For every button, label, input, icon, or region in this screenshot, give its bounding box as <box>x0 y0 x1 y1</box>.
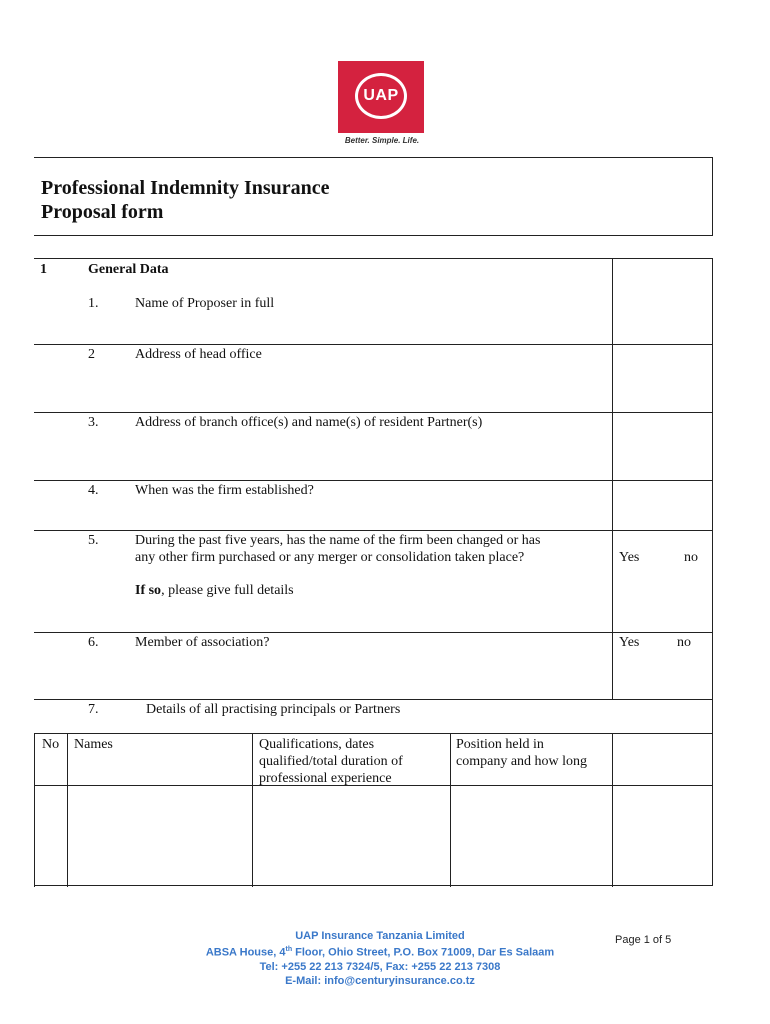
footer-contact <box>170 929 590 988</box>
partners-col-divider <box>252 733 253 887</box>
partners-col-divider <box>612 733 613 887</box>
partners-col-divider <box>34 733 35 887</box>
col-header-position-2: company and how long <box>456 754 588 769</box>
item-question: Address of branch office(s) and name(s) of resident Partner(s) <box>135 415 483 430</box>
row-divider <box>34 412 713 413</box>
row-divider <box>34 480 713 481</box>
row-divider <box>34 530 713 531</box>
logo-tagline: Better. Simple. Life. <box>344 136 420 145</box>
uap-logo <box>338 61 424 133</box>
col-header-names: Names <box>74 737 113 752</box>
col-header-qualifications-2: qualified/total duration of <box>259 754 403 769</box>
item-question-line-1: During the past five years, has the name of the firm been changed or has <box>135 533 541 548</box>
item-question-line-2: any other firm purchased or any merger or consolidation taken place? <box>135 550 525 565</box>
partners-col-divider <box>450 733 451 887</box>
col-header-position-1: Position held in <box>456 737 544 752</box>
answer-column-divider <box>612 259 613 699</box>
footer-address-sup: th <box>285 946 293 953</box>
title-line-1: Professional Indemnity Insurance <box>41 177 330 199</box>
item-question: Member of association? <box>135 635 270 650</box>
yes-option[interactable]: Yes <box>619 550 640 565</box>
footer-address-part: Floor, Ohio Street, P.O. Box 71009, Dar Es Salaam <box>292 946 555 959</box>
logo-circle <box>355 73 407 119</box>
title-box <box>34 157 713 236</box>
no-option[interactable]: no <box>677 635 691 650</box>
item-question: When was the firm established? <box>135 483 314 498</box>
row-divider <box>34 699 713 700</box>
row-divider <box>34 632 713 633</box>
footer-phone: Tel: +255 22 213 7324/5, Fax: +255 22 213 7308 <box>259 960 501 973</box>
item-question: Address of head office <box>135 347 262 362</box>
item-number: 2 <box>88 347 95 362</box>
item-number: 4. <box>88 483 99 498</box>
if-so-bold: If so <box>135 583 162 598</box>
yes-option[interactable]: Yes <box>619 635 640 650</box>
col-header-qualifications-3: professional experience <box>259 771 392 786</box>
page-title <box>41 176 330 224</box>
item-number: 7. <box>88 702 99 717</box>
footer-company: UAP Insurance Tanzania Limited <box>295 930 465 942</box>
footer-address <box>170 943 590 960</box>
page-number: Page 1 of 5 <box>615 934 672 946</box>
row-divider <box>612 344 713 345</box>
section-heading: General Data <box>88 262 169 277</box>
section-number: 1 <box>40 262 47 277</box>
item-number: 5. <box>88 533 99 548</box>
proposal-form-table <box>34 258 713 886</box>
row-divider <box>34 344 612 345</box>
item-question: Details of all practising principals or Partners <box>146 702 401 717</box>
if-so-rest: , please give full details <box>161 583 294 598</box>
if-so-note <box>135 582 294 599</box>
footer-address-part: ABSA House, 4 <box>205 946 286 959</box>
logo-text: UAP <box>363 87 399 104</box>
item-question: Name of Proposer in full <box>135 296 275 311</box>
item-number: 6. <box>88 635 99 650</box>
col-header-qualifications-1: Qualifications, dates <box>259 737 375 752</box>
footer-email[interactable]: E-Mail: info@centuryinsurance.co.tz <box>285 974 475 987</box>
partners-col-divider <box>67 733 68 887</box>
no-option[interactable]: no <box>684 550 698 565</box>
item-number: 3. <box>88 415 99 430</box>
title-line-2: Proposal form <box>41 201 164 223</box>
col-header-no: No <box>42 737 60 752</box>
item-number: 1. <box>88 296 99 311</box>
